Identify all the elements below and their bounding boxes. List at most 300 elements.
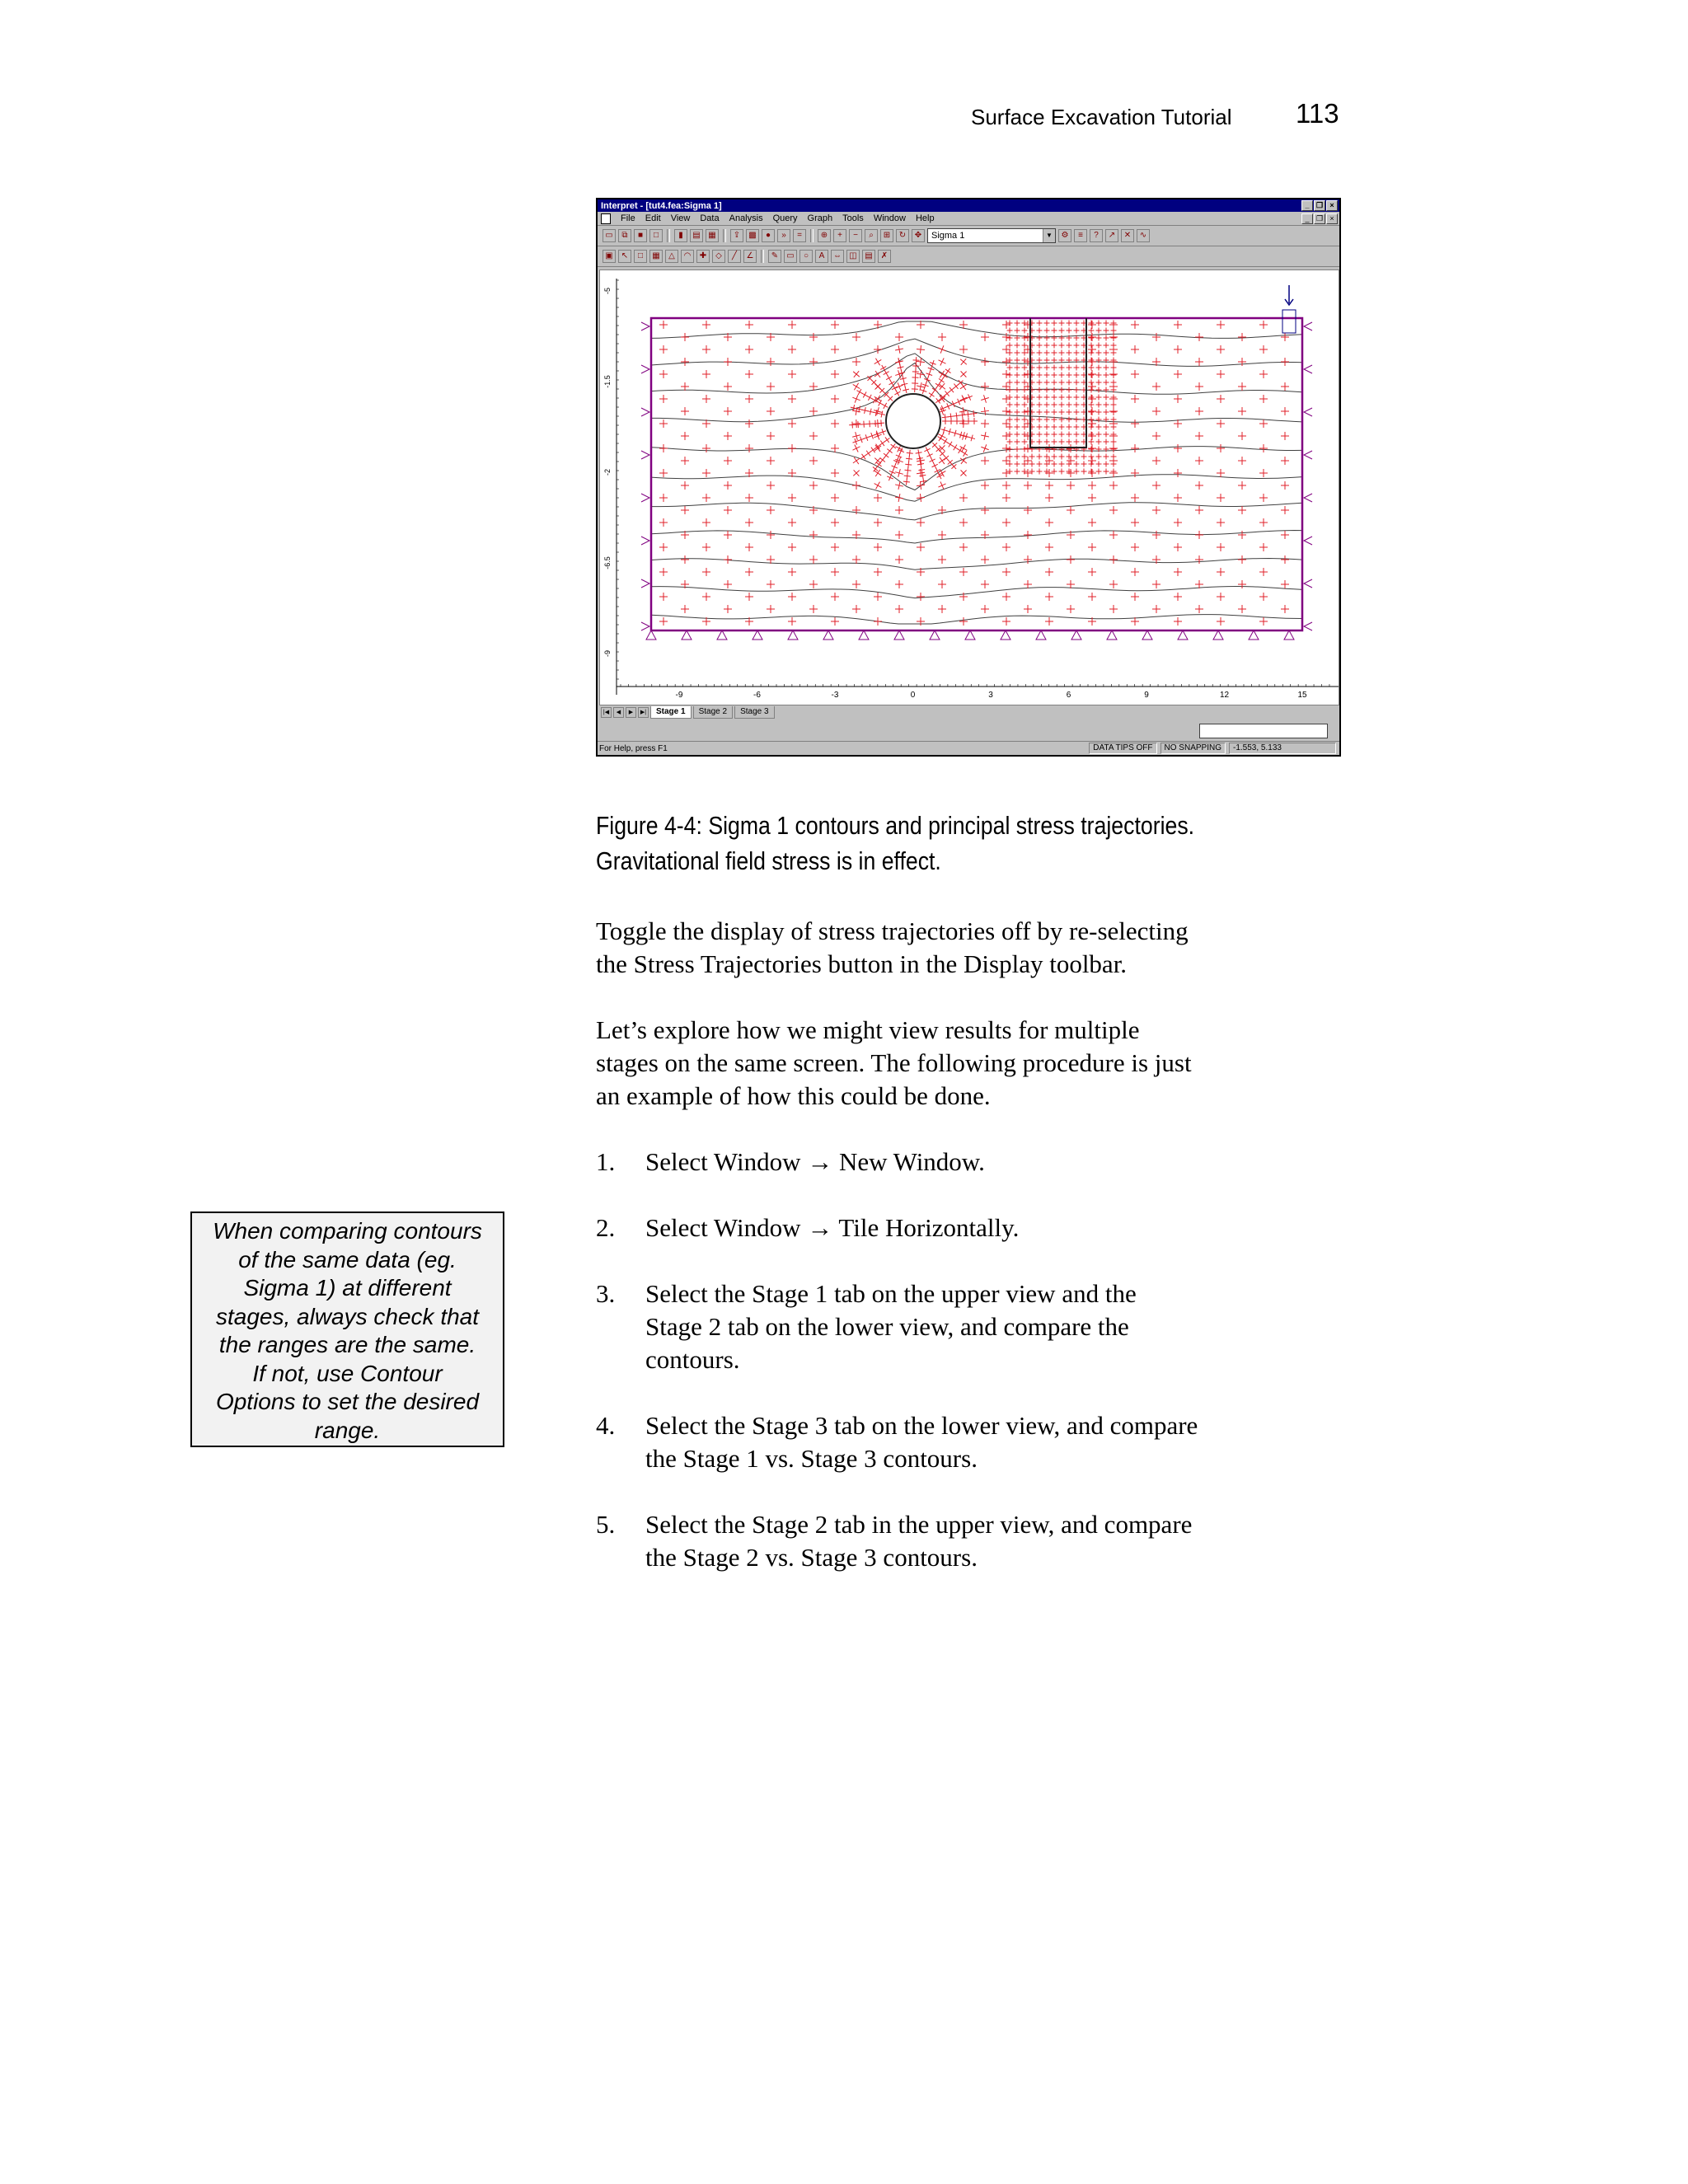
stress-trajectory-mark (861, 454, 867, 460)
rect-icon[interactable]: ▭ (784, 250, 797, 263)
stress-trajectory-mark (959, 518, 968, 527)
stress-trajectory-mark (921, 478, 927, 485)
base-support (1001, 630, 1010, 640)
stress-trajectory-mark (1074, 432, 1080, 438)
stress-trajectory-mark (917, 494, 925, 502)
zoom-out-icon[interactable]: − (849, 229, 862, 242)
stress-trajectory-mark (894, 391, 900, 396)
stress-trajectory-mark (659, 321, 668, 329)
stress-trajectory-mark (1022, 410, 1028, 415)
stress-trajectory-mark (767, 358, 775, 366)
zoom-extents-icon[interactable]: ⊞ (880, 229, 893, 242)
menu-help[interactable]: Help (915, 213, 935, 223)
measure-icon[interactable]: ⇔ (831, 250, 844, 263)
stress-trajectory-mark (956, 399, 962, 405)
menu-view[interactable]: View (670, 213, 691, 223)
stress-trajectory-mark (867, 395, 873, 401)
stress-trajectory-mark (1067, 417, 1072, 423)
stress-trajectory-mark (1067, 321, 1072, 326)
stress-trajectory-mark (917, 593, 925, 601)
print-icon[interactable]: ▦ (706, 229, 719, 242)
stress-trajectory-mark (788, 617, 796, 626)
base-support (753, 630, 762, 640)
stress-trajectory-mark (788, 593, 796, 601)
stress-trajectory-mark (926, 371, 933, 377)
left-roller-support (641, 579, 649, 588)
stress-trajectory-mark (1044, 439, 1050, 445)
stress-trajectory-mark (1007, 380, 1013, 386)
stress-trajectory-mark (1024, 481, 1032, 490)
stress-trajectory-mark (1037, 350, 1043, 356)
stress-trajectory-mark (874, 543, 882, 551)
stress-trajectory-mark (1109, 531, 1118, 539)
close-icon[interactable]: × (1326, 200, 1338, 211)
caption-line-2: Gravitational field stress is in effect. (596, 846, 941, 875)
base-support (1249, 630, 1259, 640)
stress-trajectory-mark (724, 481, 732, 490)
stress-trajectory-mark (959, 617, 968, 626)
stress-trajectory-mark (1052, 328, 1057, 334)
stress-trajectory-mark (1111, 365, 1117, 371)
status-snapping[interactable]: NO SNAPPING (1160, 743, 1226, 754)
stress-trajectory-mark (1052, 454, 1057, 460)
stress-trajectory-mark (1131, 419, 1139, 428)
stress-trajectory-mark (1044, 343, 1050, 349)
stress-trajectory-mark (1067, 402, 1072, 408)
right-roller-support (1304, 365, 1312, 373)
status-data-tips[interactable]: DATA TIPS OFF (1089, 743, 1156, 754)
menu-window[interactable]: Window (873, 213, 906, 223)
stress-trajectory-mark (1037, 328, 1043, 334)
stress-trajectory-mark (809, 407, 818, 415)
menu-data[interactable]: Data (700, 213, 720, 223)
stress-trajectory-mark (1104, 380, 1109, 386)
save-icon[interactable]: ■ (634, 229, 647, 242)
stress-trajectory-mark (1111, 335, 1117, 341)
stress-trajectory-mark (1059, 454, 1065, 460)
stress-trajectory-mark (702, 395, 710, 403)
stress-trajectory-mark (1024, 580, 1032, 588)
stress-trajectory-mark (903, 479, 910, 485)
redraw-icon[interactable]: ↻ (896, 229, 909, 242)
equals-icon[interactable]: = (793, 229, 806, 242)
menu-query[interactable]: Query (772, 213, 798, 223)
stress-trajectory-mark (1131, 593, 1139, 601)
deformed-icon[interactable]: ◇ (712, 250, 725, 263)
stress-trajectory-mark (860, 421, 867, 428)
stress-trajectory-mark (895, 580, 903, 588)
stress-trajectory-mark (954, 413, 960, 419)
stress-trajectory-mark (659, 494, 668, 502)
restore-icon[interactable]: ❐ (1314, 200, 1325, 211)
stress-trajectory-mark (1045, 543, 1053, 551)
stress-trajectory-mark (1281, 580, 1289, 588)
legend-icon[interactable]: ≡ (1074, 229, 1087, 242)
side-note-line: Sigma 1) at different (243, 1275, 452, 1301)
stress-trajectory-mark (1022, 373, 1028, 378)
zoom-in-icon[interactable]: + (833, 229, 846, 242)
box-icon[interactable]: □ (634, 250, 647, 263)
menu-graph[interactable]: Graph (807, 213, 833, 223)
stress-trajectory-mark (928, 366, 935, 373)
stress-trajectory-mark (724, 555, 732, 564)
x-tick-label: 12 (1219, 691, 1230, 700)
stress-trajectory-mark (968, 435, 975, 442)
stress-trajectory-mark (1259, 494, 1268, 502)
menu-analysis[interactable]: Analysis (729, 213, 763, 223)
stress-trajectory-mark (1088, 518, 1096, 527)
stress-trajectory-mark (1104, 335, 1109, 341)
doc-restore-icon[interactable]: ❐ (1314, 213, 1325, 224)
base-support (646, 630, 656, 640)
prev-tab-icon[interactable]: ◀ (613, 707, 624, 718)
x-tick-label: 0 (910, 691, 916, 700)
zoom-window-icon[interactable]: ⌕ (865, 229, 878, 242)
stress-trajectory-mark (831, 345, 839, 354)
document-icon[interactable] (601, 213, 611, 224)
stress-trajectory-mark (1002, 518, 1010, 527)
tab-stage-2[interactable]: Stage 2 (693, 706, 733, 719)
export-icon[interactable]: ⇪ (730, 229, 743, 242)
stress-trajectory-mark (981, 580, 989, 588)
stress-trajectory-mark (1074, 373, 1080, 378)
toolbar-separator (761, 250, 764, 263)
stress-trajectory-mark (852, 481, 860, 490)
stress-trajectory-mark (1044, 417, 1050, 423)
text-icon[interactable]: A (815, 250, 828, 263)
stress-trajectory-mark (1007, 410, 1013, 415)
stress-trajectory-mark (1022, 328, 1028, 334)
stress-trajectory-mark (1089, 402, 1095, 408)
stress-trajectory-mark (912, 374, 919, 381)
doc-close-icon[interactable]: × (1326, 213, 1338, 224)
preview-icon[interactable]: ▤ (690, 229, 703, 242)
report-icon[interactable]: ▤ (862, 250, 875, 263)
status-coords: -1.553, 5.133 (1229, 743, 1336, 754)
line-icon[interactable]: ╱ (728, 250, 741, 263)
grid-icon[interactable]: ▩ (746, 229, 759, 242)
stress-trajectory-mark (959, 494, 968, 502)
window-title: Interpret - [tut4.fea:Sigma 1] (601, 200, 722, 211)
stress-trajectory-mark (1007, 402, 1013, 408)
display-options-icon[interactable]: ▣ (603, 250, 616, 263)
stress-trajectory-mark (945, 368, 951, 374)
stress-trajectory-mark (1002, 593, 1010, 601)
y-tick-label: -2 (603, 468, 612, 476)
zoom-all-icon[interactable]: ⊕ (818, 229, 831, 242)
stress-trajectory-mark (1059, 387, 1065, 393)
stress-trajectory-mark (1238, 555, 1246, 564)
stress-trajectory-mark (895, 345, 903, 354)
right-roller-support (1304, 451, 1312, 459)
stress-trajectory-mark (745, 568, 753, 576)
stress-trajectory-mark (1131, 395, 1139, 403)
tab-stage-3[interactable]: Stage 3 (734, 706, 774, 719)
stress-trajectory-mark (1007, 328, 1013, 334)
stress-trajectory-mark (1067, 605, 1075, 613)
stress-trajectory-mark (1195, 531, 1203, 539)
stress-trajectory-mark (1089, 365, 1095, 371)
base-support (859, 630, 869, 640)
ellipse-icon[interactable]: ○ (799, 250, 813, 263)
stress-trajectory-mark (896, 453, 902, 459)
x-tick-label: -6 (753, 691, 761, 700)
base-support (823, 630, 833, 640)
stress-trajectory-mark (924, 448, 930, 453)
stress-trajectory-mark (1111, 373, 1117, 378)
support-icon[interactable]: △ (665, 250, 678, 263)
data-selector[interactable] (927, 228, 1056, 243)
stress-trajectory-mark (1131, 494, 1139, 502)
main-toolbar (598, 226, 1339, 246)
graph-icon[interactable]: ∿ (1137, 229, 1150, 242)
stress-trajectory-mark (1096, 343, 1102, 349)
stress-trajectory-mark (892, 464, 898, 470)
stress-trajectory-mark (1074, 328, 1080, 334)
stress-trajectory-mark (1052, 395, 1057, 401)
query-icon[interactable]: ? (1090, 229, 1103, 242)
step-number: 1. (596, 1147, 616, 1176)
stress-trajectory-mark (1052, 410, 1057, 415)
stress-trajectory-mark (1104, 395, 1109, 401)
stress-trajectory-mark (1067, 365, 1072, 371)
window-icon[interactable]: □ (649, 229, 663, 242)
stress-trajectory-mark (938, 345, 945, 353)
stress-trajectory-mark (788, 370, 796, 378)
draw-icon[interactable]: ✎ (768, 250, 781, 263)
stress-trajectory-mark (1059, 432, 1065, 438)
doc-minimize-icon[interactable]: _ (1301, 213, 1313, 224)
stress-trajectory-mark (871, 380, 876, 385)
menu-edit[interactable]: Edit (645, 213, 661, 223)
stress-trajectory-mark (1059, 343, 1065, 349)
record-icon[interactable]: ● (762, 229, 775, 242)
trajectories-icon[interactable]: ✚ (696, 250, 710, 263)
chevron-down-icon[interactable]: ▼ (1043, 229, 1055, 242)
stress-trajectory-mark (1109, 605, 1118, 613)
stress-trajectory-mark (1037, 358, 1043, 363)
stress-trajectory-mark (862, 391, 868, 397)
stress-trajectory-mark (1111, 454, 1117, 460)
chart-icon[interactable]: ▮ (674, 229, 687, 242)
next-tab-icon[interactable]: ▶ (626, 707, 636, 718)
stress-trajectory-mark (1089, 454, 1095, 460)
stress-trajectory-mark (938, 506, 946, 514)
pan-icon[interactable]: ✥ (912, 229, 925, 242)
stress-trajectory-mark (1096, 417, 1102, 423)
arrow-icon[interactable]: ↗ (1105, 229, 1118, 242)
running-title: Surface Excavation Tutorial (971, 105, 1232, 129)
stress-trajectory-mark (1111, 462, 1117, 467)
stress-trajectory-mark (1195, 555, 1203, 564)
base-support (894, 630, 904, 640)
step-line: Select Window → Tile Horizontally. (645, 1213, 1020, 1242)
step-line: contours. (645, 1345, 740, 1374)
stress-trajectory-mark (852, 395, 860, 402)
stress-trajectory-mark (1052, 373, 1057, 378)
stress-trajectory-mark (1067, 373, 1072, 378)
stress-trajectory-mark (895, 531, 903, 539)
figure-caption (596, 808, 1234, 879)
stress-trajectory-mark (702, 370, 710, 378)
side-note-line: If not, use Contour (252, 1360, 443, 1386)
last-tab-icon[interactable]: ▶| (638, 707, 649, 718)
stress-trajectory-mark (959, 568, 968, 576)
stress-trajectory-mark (1238, 407, 1246, 415)
stress-trajectory-mark (1089, 439, 1095, 445)
stress-trajectory-mark (1024, 531, 1032, 539)
base-support (1142, 630, 1152, 640)
caption-line-1: Figure 4-4: Sigma 1 contours and principal stress trajectories. (596, 811, 1195, 840)
menu-file[interactable]: File (621, 213, 635, 223)
contour-options-icon[interactable]: ⚙ (1058, 229, 1071, 242)
stress-trajectory-mark (1152, 407, 1160, 415)
side-note-line: the ranges are the same. (218, 1332, 476, 1357)
stress-trajectory-mark (946, 429, 953, 435)
stress-trajectory-mark (1088, 370, 1096, 378)
step-number: 2. (596, 1213, 616, 1242)
stress-trajectory-mark (1044, 395, 1050, 401)
stress-trajectory-mark (895, 555, 903, 564)
stress-trajectory-mark (962, 451, 968, 457)
stress-trajectory-mark (831, 321, 839, 329)
stress-trajectory-mark (1111, 343, 1117, 349)
cross-icon[interactable]: ✕ (1121, 229, 1134, 242)
tab-stage-1[interactable]: Stage 1 (650, 706, 692, 719)
stress-trajectory-mark (681, 432, 689, 440)
stress-trajectory-mark (1088, 395, 1096, 403)
stress-trajectory-mark (917, 345, 925, 354)
stress-trajectory-mark (1096, 350, 1102, 356)
stress-trajectory-mark (1088, 333, 1096, 341)
stress-trajectory-mark (1089, 343, 1095, 349)
stress-trajectory-mark (1022, 387, 1028, 393)
stress-trajectory-mark (936, 447, 941, 452)
stress-trajectory-mark (1007, 335, 1013, 341)
stress-trajectory-mark (1088, 469, 1096, 477)
stress-trajectory-mark (1174, 494, 1182, 502)
stress-trajectory-mark (981, 457, 989, 465)
stress-trajectory-mark (948, 413, 954, 419)
stress-trajectory-mark (1111, 402, 1117, 408)
stress-trajectory-mark (1152, 382, 1160, 391)
stress-trajectory-mark (1067, 380, 1072, 386)
stress-trajectory-mark (659, 617, 668, 626)
stress-trajectory-mark (981, 605, 989, 613)
stress-trajectory-mark (874, 321, 882, 329)
stress-trajectory-mark (852, 555, 860, 564)
stress-trajectory-mark (1096, 469, 1102, 475)
stress-trajectory-mark (1007, 350, 1013, 356)
stress-trajectory-mark (1195, 605, 1203, 613)
stress-trajectory-mark (1259, 370, 1268, 378)
stress-trajectory-mark (1088, 593, 1096, 601)
base-support (1071, 630, 1081, 640)
delete-icon[interactable]: ✗ (878, 250, 891, 263)
stress-trajectory-mark (1045, 494, 1053, 502)
stress-trajectory-mark (681, 457, 689, 465)
stress-trajectory-mark (1044, 462, 1050, 467)
stress-trajectory-mark (1024, 605, 1032, 613)
stress-trajectory-mark (745, 345, 753, 354)
stress-trajectory-mark (1044, 328, 1050, 334)
stress-trajectory-mark (1044, 410, 1050, 415)
stress-trajectory-mark (1281, 382, 1289, 391)
stress-trajectory-mark (788, 568, 796, 576)
minimize-icon[interactable]: _ (1301, 200, 1313, 211)
stress-trajectory-mark (1104, 402, 1109, 408)
stress-trajectory-mark (1059, 373, 1065, 378)
angle-icon[interactable]: ∠ (743, 250, 757, 263)
stress-trajectory-mark (898, 364, 904, 371)
step-line: the Stage 2 vs. Stage 3 contours. (645, 1543, 978, 1572)
stress-trajectory-mark (1238, 457, 1246, 465)
stress-trajectory-mark (1111, 380, 1117, 386)
stress-trajectory-mark (938, 555, 946, 564)
stress-trajectory-mark (945, 403, 951, 409)
stress-trajectory-mark (788, 494, 796, 502)
stress-trajectory-mark (942, 414, 949, 420)
stress-trajectory-mark (1037, 410, 1043, 415)
open-icon[interactable]: ▭ (603, 229, 616, 242)
stress-trajectory-mark (1081, 454, 1087, 460)
contour-line (651, 447, 1302, 490)
menu-tools[interactable]: Tools (842, 213, 864, 223)
x-tick-label: 9 (1144, 691, 1149, 700)
stress-trajectory-mark (1131, 543, 1139, 551)
paragraph-line: Let’s explore how we might view results for multiple (596, 1015, 1140, 1044)
stress-trajectory-mark (702, 543, 710, 551)
forward-icon[interactable]: » (777, 229, 790, 242)
stress-trajectory-mark (1067, 555, 1075, 564)
layers-icon[interactable]: ◫ (846, 250, 860, 263)
stress-trajectory-mark (1044, 432, 1050, 438)
copy-icon[interactable]: ⧉ (618, 229, 631, 242)
select-icon[interactable]: ↖ (618, 250, 631, 263)
stress-trajectory-mark (1052, 343, 1057, 349)
stress-trajectory-mark (874, 518, 882, 527)
stress-trajectory-mark (831, 494, 839, 502)
mesh-icon[interactable]: ▦ (649, 250, 663, 263)
model-view[interactable] (599, 269, 1339, 705)
stress-trajectory-mark (1281, 481, 1289, 490)
menu-bar (598, 212, 1339, 226)
stress-trajectory-mark (659, 370, 668, 378)
stress-trajectory-mark (681, 555, 689, 564)
stress-trajectory-mark (1259, 518, 1268, 527)
stress-trajectory-mark (1007, 454, 1013, 460)
stress-trajectory-mark (1259, 543, 1268, 551)
stress-trajectory-mark (1217, 593, 1225, 601)
stress-trajectory-mark (1044, 402, 1050, 408)
first-tab-icon[interactable]: |◀ (601, 707, 612, 718)
stress-trajectory-mark (1174, 593, 1182, 601)
stress-trajectory-mark (1088, 481, 1096, 490)
stress-trajectory-mark (1238, 506, 1246, 514)
stress-trajectory-mark (941, 427, 948, 434)
base-support (1284, 630, 1294, 640)
arc-icon[interactable]: ◠ (681, 250, 694, 263)
stress-trajectory-mark (1089, 417, 1095, 423)
stress-trajectory-mark (1089, 328, 1095, 334)
stress-trajectory-mark (809, 580, 818, 588)
stress-trajectory-mark (874, 593, 882, 601)
stress-trajectory-mark (1022, 462, 1028, 467)
info-band (599, 720, 1338, 740)
stress-trajectory-mark (1044, 321, 1050, 326)
stress-trajectory-mark (1217, 395, 1225, 403)
stress-trajectory-mark (1281, 605, 1289, 613)
